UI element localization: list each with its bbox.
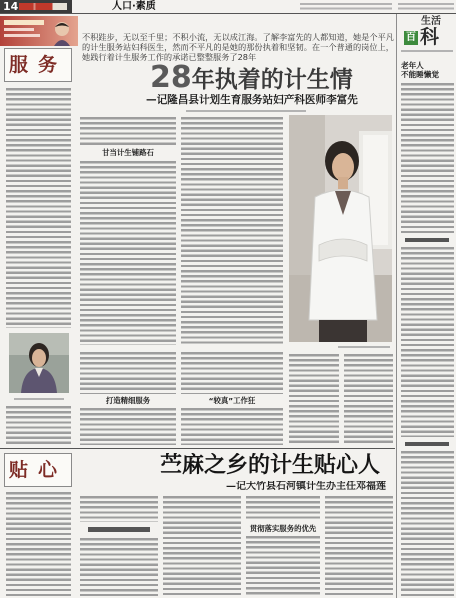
body-text-column bbox=[289, 354, 339, 445]
lead-deck: 不积跬步，无以至千里；不积小流，无以成江海。了解李富先的人都知道，她是个平凡的计生服务站妇科医生，然而不平凡的是她的那份执着和坚韧。在一个普通的岗位上，她践行着计生服务工作的承诺已整整服务了28年 bbox=[82, 32, 394, 62]
story-divider bbox=[0, 448, 395, 449]
doctor-photo bbox=[289, 115, 392, 342]
body-text-column bbox=[246, 536, 320, 596]
body-text-column bbox=[80, 352, 176, 394]
portrait-photo bbox=[9, 333, 69, 393]
headline-number: 28 bbox=[150, 62, 192, 94]
banner-image bbox=[0, 16, 78, 46]
subhead-bar bbox=[405, 238, 449, 242]
body-text-column bbox=[163, 496, 241, 596]
header-rule bbox=[0, 13, 456, 14]
body-text-column bbox=[6, 492, 71, 596]
sidebar-divider bbox=[396, 14, 397, 598]
page-number: 14 bbox=[3, 0, 19, 13]
body-text-column bbox=[6, 406, 71, 444]
body-text-column bbox=[80, 538, 158, 596]
body-text-column bbox=[246, 496, 320, 520]
body-text-column bbox=[80, 161, 176, 345]
lead-headline bbox=[150, 62, 386, 94]
body-text-column bbox=[401, 247, 454, 437]
newspaper-logo bbox=[19, 3, 67, 10]
intimate-label: 贴心 bbox=[4, 453, 72, 487]
sidebar-title-big: 科 bbox=[420, 26, 440, 48]
body-text-column bbox=[80, 117, 176, 145]
issue-date bbox=[398, 3, 454, 11]
subhead-4: 贯彻落实服务的优先 bbox=[249, 524, 317, 533]
headline-text: 年执着的计生情 bbox=[191, 67, 353, 93]
portrait-caption bbox=[14, 398, 64, 401]
body-text-column bbox=[401, 83, 454, 233]
body-text-column bbox=[181, 352, 283, 394]
sidebar-article-title: 不能睡懒觉 bbox=[401, 70, 439, 79]
body-text-column bbox=[181, 117, 283, 345]
subhead-bar bbox=[405, 442, 449, 446]
lead-subhead: —记隆昌县计划生育服务站妇产科医师李富先 bbox=[146, 94, 358, 106]
body-text-column bbox=[325, 496, 393, 596]
body-text-column bbox=[80, 408, 176, 445]
sidebar-title-badge: 百 bbox=[406, 32, 416, 43]
section-title: 人口·素质 bbox=[112, 1, 156, 12]
second-subhead: —记大竹县石河镇计生办主任邓福莲 bbox=[226, 481, 386, 492]
sidebar-editor bbox=[401, 50, 453, 53]
subhead-1: 甘当计生铺路石 bbox=[102, 148, 154, 157]
photo-caption bbox=[338, 346, 390, 349]
body-text-column bbox=[401, 451, 454, 596]
service-label: 服务 bbox=[4, 48, 72, 82]
body-text-column bbox=[6, 88, 71, 328]
body-text-column bbox=[181, 408, 283, 445]
sidebar-title-top: 生活 bbox=[421, 16, 441, 27]
subhead-3: “较真”工作狂 bbox=[208, 396, 256, 405]
second-headline: 苎麻之乡的计生贴心人 bbox=[160, 453, 381, 478]
byline bbox=[186, 110, 306, 113]
sidebar-article-title: 老年人 bbox=[401, 61, 424, 70]
subhead-bar bbox=[88, 527, 150, 532]
body-text-column bbox=[344, 354, 393, 445]
subhead-2: 打造精细服务 bbox=[105, 396, 151, 405]
editor-credits bbox=[300, 3, 392, 11]
body-text-column bbox=[80, 496, 158, 522]
